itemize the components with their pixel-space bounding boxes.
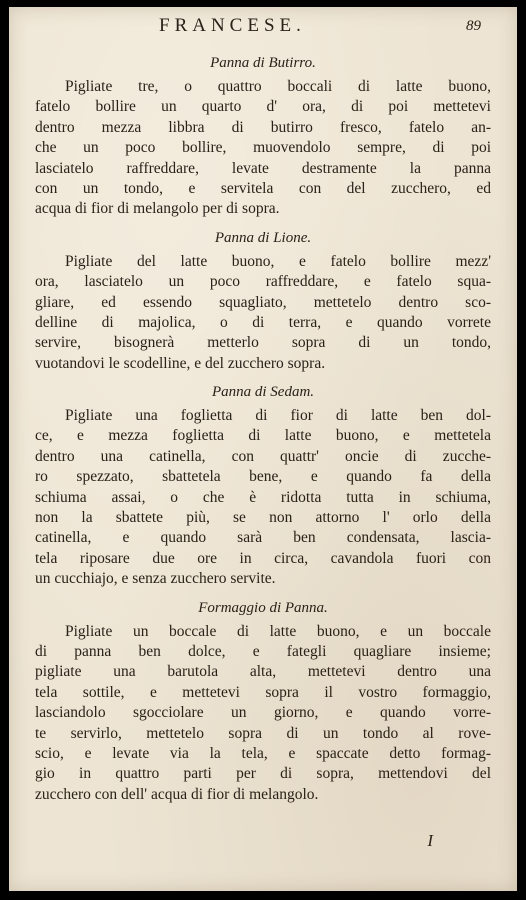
recipe-text-line: Pigliate del latte buono, e fatelo bollire mezz' — [65, 252, 491, 270]
recipe-text-line: servire, bisognerà metterlo sopra di un tondo, — [35, 334, 491, 352]
recipe-text-line: catinella, e quando sarà ben condensata, lascia- — [35, 529, 491, 547]
recipe-text-line: ro spezzato, sbattetela bene, e quando fa della — [35, 468, 491, 486]
recipe-text-line: lasciatelo raffreddare, levate destramente la panna — [35, 159, 491, 177]
recipe-text-line: gio in quattro parti per di sopra, mettendovi del — [35, 765, 491, 783]
recipe-text-line: non la sbattete più, se non attorno l' orlo della — [35, 509, 491, 527]
recipe-text-line: schiuma assai, o che è ridotta tutta in schiuma, — [35, 488, 491, 506]
recipe-text-line: te servirlo, mettetelo sopra di un tondo al rove- — [35, 724, 491, 742]
recipe-title: Panna di Butirro. — [210, 55, 316, 71]
recipe-text-line: di panna ben dolce, e fategli quagliare insieme; — [35, 642, 491, 660]
recipe-text-line: zucchero con dell' acqua di fior di melangolo. — [35, 785, 319, 803]
page-number: 89 — [466, 18, 481, 34]
recipe-text-line: dentro mezza libbra di butirro fresco, fatelo an- — [35, 118, 491, 136]
recipe-text-line: Pigliate un boccale di latte buono, e un boccale — [65, 622, 491, 640]
recipe-title: Panna di Lione. — [214, 229, 312, 246]
recipe-text-line: con un tondo, e servitela con del zucchero, ed — [35, 179, 491, 197]
recipe-text-line: un cucchiajo, e senza zucchero servite. — [35, 570, 276, 588]
recipe-section — [35, 51, 491, 220]
recipe-text-line: tela riposare due ore in circa, cavandola fuori con — [35, 549, 491, 567]
recipe-section — [35, 596, 491, 806]
recipe-text-line: lasciandolo sgocciolare un giorno, e quando vorre- — [35, 704, 491, 722]
recipe-text-line: Pigliate tre, o quattro boccali di latte buono, — [65, 78, 491, 95]
recipe-text-line: delline di majolica, o di terra, e quando vorrete — [35, 313, 491, 331]
recipe-text-line: dentro una catinella, con quattr' oncie di zucche- — [35, 447, 491, 465]
running-title: FRANCESE. — [159, 15, 306, 36]
recipe-text-line: che un poco bollire, muovendolo sempre, di poi — [35, 139, 491, 157]
recipe-text-line: scio, e levate via la tela, e spaccate detto formag- — [35, 744, 491, 762]
recipe-section — [35, 380, 491, 590]
catchword: I — [427, 831, 433, 850]
recipe-title: Formaggio di Panna. — [198, 599, 328, 616]
running-head — [9, 13, 517, 41]
recipe-text-line: gliare, ed essendo squagliato, mettetelo dentro sco- — [35, 293, 491, 311]
recipe-text-line: acqua di fior di melangolo per di sopra. — [35, 200, 280, 218]
recipe-text-line: ce, e mezza foglietta di latte buono, e mettetela — [35, 427, 491, 445]
recipe-text-line: vuotandovi le scodelline, e del zucchero sopra. — [35, 354, 326, 372]
book-page — [9, 7, 517, 891]
recipe-text-line: fatelo bollire un quarto d' ora, di poi mettetevi — [35, 98, 491, 116]
recipe-text-line: ora, lasciatelo un poco raffreddare, e fatelo squa- — [35, 273, 491, 291]
recipe-text-line: pigliate una barutola alta, mettetevi dentro una — [35, 663, 491, 681]
page-content — [35, 49, 491, 811]
recipe-title: Panna di Sedam. — [211, 384, 315, 401]
recipe-section — [35, 226, 491, 374]
recipe-text-line: tela sottile, e mettetevi sopra il vostro formaggio, — [35, 683, 491, 701]
recipe-text-line: Pigliate una foglietta di fior di latte ben dol- — [65, 407, 491, 425]
